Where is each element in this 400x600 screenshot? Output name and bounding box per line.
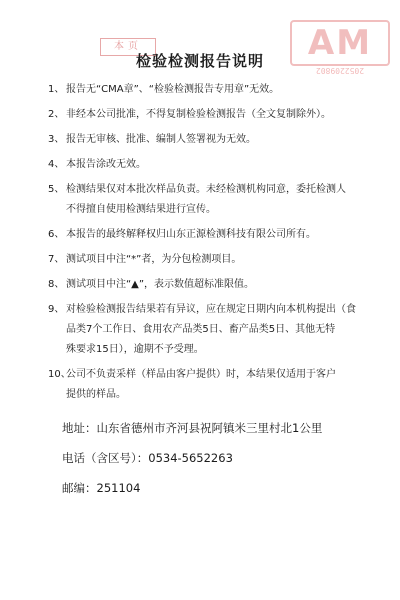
list-item xyxy=(48,130,382,150)
postcode-line: 邮编：251104 xyxy=(62,481,141,495)
seal-number: 2052209802 xyxy=(315,66,365,75)
notes-list xyxy=(48,80,382,410)
red-stamp-left: 本页 xyxy=(100,38,156,56)
list-item xyxy=(48,180,382,220)
list-item xyxy=(48,155,382,175)
page-title: 检验检测报告说明 xyxy=(135,52,264,70)
address-line: 地址：山东省德州市齐河县祝阿镇米三里村北1公里 xyxy=(62,421,323,435)
list-item-number: 5、 xyxy=(48,184,65,195)
list-item xyxy=(48,275,382,295)
list-item-number: 2、 xyxy=(48,109,65,120)
contact-block xyxy=(62,418,392,508)
list-item-text: 本报告的最终解释权归山东正源检测科技有限公司所有。 xyxy=(66,229,316,240)
list-item-text: 提供的样品。 xyxy=(66,389,126,400)
list-item-number: 7、 xyxy=(48,254,65,265)
am-seal-logo: AM xyxy=(290,20,390,66)
phone-line: 电话（含区号）：0534-5652263 xyxy=(62,451,233,465)
list-item xyxy=(48,300,382,360)
list-item-text: 检测结果仅对本批次样品负责。未经检测机构同意，委托检测人 xyxy=(66,184,346,195)
list-item xyxy=(48,80,382,100)
list-item-number: 10、 xyxy=(48,369,71,380)
list-item xyxy=(48,105,382,125)
list-item-number: 3、 xyxy=(48,134,65,145)
list-item xyxy=(48,225,382,245)
list-item-text: 报告无“CMA章”、“检验检测报告专用章”无效。 xyxy=(66,84,280,95)
list-item-number: 9、 xyxy=(48,304,65,315)
list-item-text: 本报告涂改无效。 xyxy=(66,159,146,170)
list-item-number: 8、 xyxy=(48,279,65,290)
list-item-text: 对检验检测报告结果若有异议，应在规定日期内向本机构提出（食 xyxy=(66,304,356,315)
list-item xyxy=(48,250,382,270)
list-item-text: 测试项目中注“▲”，表示数值超标准限值。 xyxy=(66,279,255,290)
list-item-text: 不得擅自使用检测结果进行宣传。 xyxy=(66,204,216,215)
list-item-number: 4、 xyxy=(48,159,65,170)
list-item-number: 1、 xyxy=(48,84,65,95)
list-item-text: 报告无审核、批准、编制人签署视为无效。 xyxy=(66,134,256,145)
list-item-text: 测试项目中注“*”者，为分包检测项目。 xyxy=(66,254,242,265)
list-item-text: 殊要求15日），逾期不予受理。 xyxy=(66,344,204,355)
list-item xyxy=(48,365,382,405)
list-item-text: 非经本公司批准，不得复制检验检测报告（全文复制除外）。 xyxy=(66,109,331,120)
list-item-text: 公司不负责采样（样品由客户提供）时，本结果仅适用于客户 xyxy=(66,369,336,380)
list-item-number: 6、 xyxy=(48,229,65,240)
list-item-text: 品类7个工作日、食用农产品类5日、畜产品类5日、其他无特 xyxy=(66,324,336,335)
